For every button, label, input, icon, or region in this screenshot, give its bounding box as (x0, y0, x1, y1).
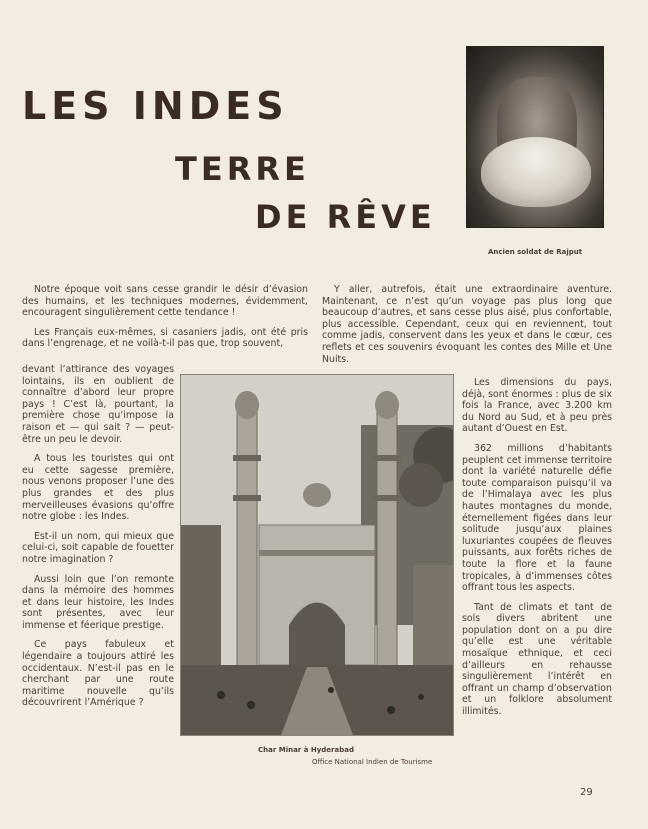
paragraph: Ce pays fabuleux et légendaire a toujours attiré les occidentaux. N’est-il pas en le cherchant par une route maritime nouvelle qu’ils découvrirent l’Amérique ? (22, 639, 174, 709)
char-minar-photo (180, 374, 454, 736)
portrait-beard (481, 137, 591, 207)
right-column (462, 377, 612, 726)
portrait-photo (466, 46, 604, 228)
char-minar-illustration (181, 375, 453, 735)
title-line-3: DE RÊVE (255, 198, 436, 236)
portrait-caption: Ancien soldat de Rajput (488, 248, 583, 256)
paragraph: Les dimensions du pays, déjà, sont énormes : plus de six fois la France, avec 3.200 km du Nord au Sud, et à peu près autant d’Ouest en Est. (462, 377, 612, 435)
paragraph: A tous les touristes qui ont eu cette sagesse première, nous venons proposer l’une des plus grandes et des plus merveilleuses évasions qu’offre notre globe : les Indes. (22, 453, 174, 523)
page-number: 29 (580, 787, 593, 798)
paragraph: Est-il un nom, qui mieux que celui-ci, soit capable de fouetter notre imagination ? (22, 530, 174, 565)
photo-caption: Char Minar à Hyderabad (258, 746, 354, 754)
paragraph: Tant de climats et tant de sols divers abritent une population dont on a pu dire qu’elle est une véritable mosaïque ethnique, et ceci d’ailleurs en rehausse singulièrement l’intérêt en offrant un champ d’observation et un folklore absolument illimités. (462, 601, 612, 718)
title-line-1: LES INDES (22, 84, 289, 128)
left-column-wrap (22, 364, 174, 717)
right-column-top (322, 284, 612, 373)
photo-credit: Office National Indien de Tourisme (312, 758, 433, 766)
paragraph: devant l’attirance des voyages lointains, ils en oublient de connaître d’abord leur propre pays ! C’est là, pourtant, la première chose qu’impose la raison et — qui sait ? — peut-être un peu le devoir. (22, 364, 174, 445)
paragraph: Les Français eux-mêmes, si casaniers jadis, ont été pris dans l’engrenage, et ne voilà-t-il pas que, trop souvent, (22, 326, 308, 350)
paragraph: Aussi loin que l’on remonte dans la mémoire des hommes et dans leur histoire, les Indes sont présentes, avec leur immense et féerique prestige. (22, 573, 174, 631)
title-line-2: TERRE (175, 150, 310, 188)
paragraph: 362 millions d’habitants peuplent cet immense territoire dont la variété naturelle défie toute comparaison puisqu’il va de l’Himalaya avec les plus hautes montagnes du monde, éternellement figées dans leur solitude jusqu’aux plaines luxuriantes coupées de fleuves puissants, aux forêts riches de toute la flore et la faune tropicales, à d’immenses côtes offrant tous les aspects. (462, 442, 612, 594)
paragraph: Y aller, autrefois, était une extraordinaire aventure. Maintenant, ce n’est qu’un voyage pas plus long que beaucoup d’autres, et sans cesse plus aisé, plus confortable, plus accessible. Cependant, ceux qui en reviennent, tout comme jadis, conservent dans les yeux et dans le cœur, ces reflets et ces souvenirs évoquant les contes des Mille et Une Nuits. (322, 284, 612, 365)
paragraph: Notre époque voit sans cesse grandir le désir d’évasion des humains, et les techniques modernes, évidemment, encouragent singulièrement cette tendance ! (22, 284, 308, 319)
left-column-top (22, 284, 308, 358)
